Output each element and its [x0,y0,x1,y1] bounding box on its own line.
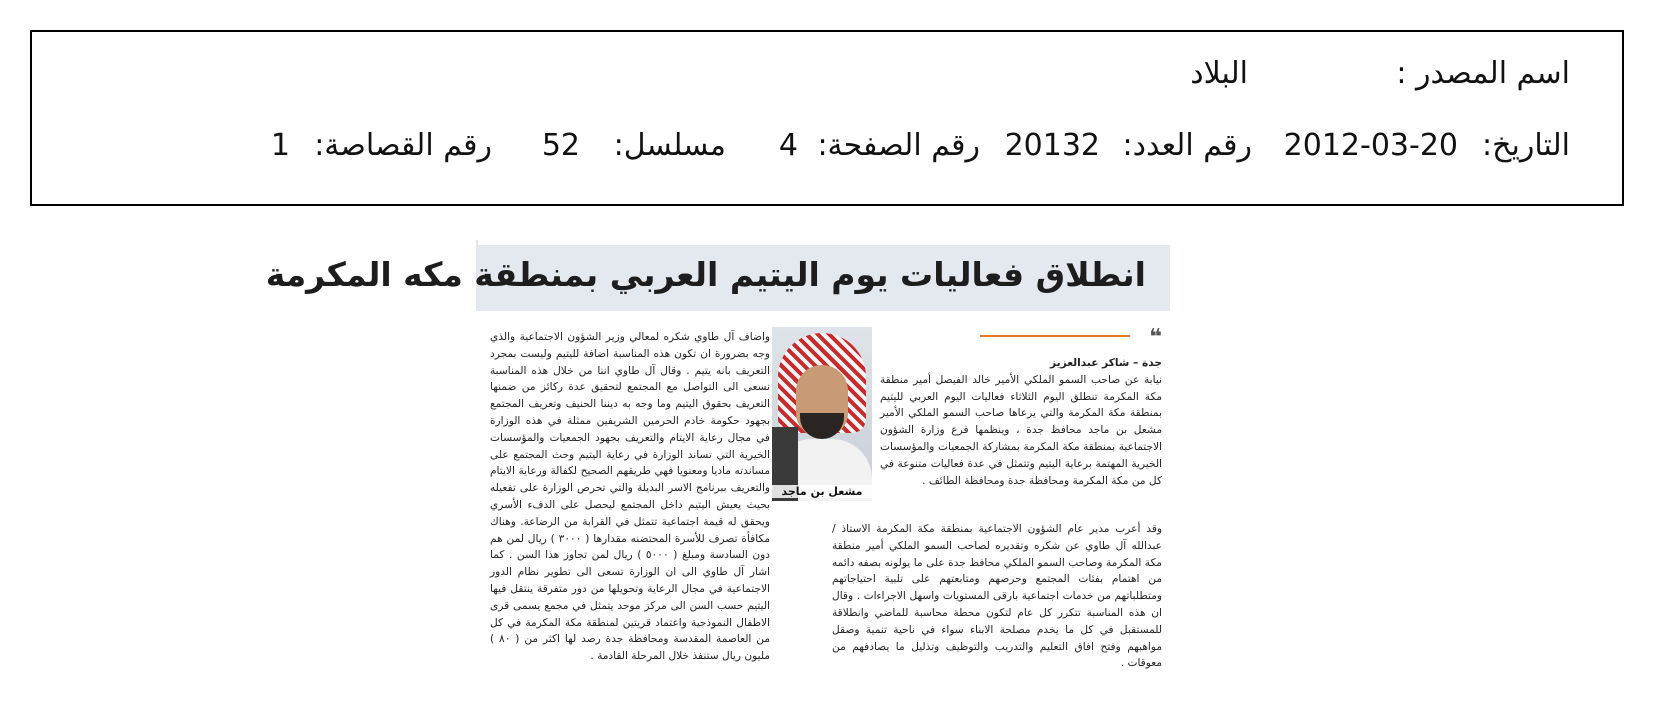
photo-caption: مشعل بن ماجد [772,485,872,498]
issue-label: رقم العدد: [1122,128,1252,163]
issue-value: 20132 [1004,128,1100,163]
article-column-left [490,329,770,665]
newspaper-clipping [265,245,1170,728]
article-headline: انطلاق فعاليات يوم اليتيم العربي بمنطقة مكه المكرمة [265,255,1146,294]
article-byline: جدة – شاكر عبدالعزيز [1050,357,1162,369]
page-label: رقم الصفحة: [817,128,980,163]
date-label: التاريخ: [1482,128,1570,163]
serial-label: مسلسل: [613,128,726,163]
headline-band [265,245,1170,311]
clipping-metadata-box [30,30,1624,206]
quote-mark-icon: ❝ [1149,325,1162,350]
source-value: البلاد [1190,56,1248,91]
portrait-photo [772,327,872,501]
date-value: 2012-03-20 [1283,128,1458,163]
article-paragraph-2: وقد أعرب مدير عام الشؤون الاجتماعية بمنطقة مكة المكرمة الاستاذ / عبدالله آل طاوي عن شكره وتقديره لصاحب السمو الملكي أمير منطقة مكة المكرمة وصاحب السمو الملكي محافظ جدة على ما يولونه بصفه دائمه من اهتمام بفئات المجتمع وحرصهم ومتابعتهم على تلبية احتياجاتهم ومتطلباتهم من خدمات اجتماعية بارقى المستويات واسهل الاجراءات . وقال ان هذه المناسبة تتكرر كل عام لتكون محطة محاسبة للماضي وانطلاقة للمستقبل في كل ما يخدم مصلحة الابناء سواء في ناحية تنمية وصقل مواهبهم وفتح افاق التعليم والتدريب والتوظيف وتذليل ما يصادفهم من معوقات . [832,523,1162,670]
source-label: اسم المصدر : [1396,56,1570,91]
serial-value: 52 [541,128,580,163]
photo-beard [800,413,844,439]
article-column-right [880,355,1162,489]
clip-value: 1 [270,128,290,163]
article-paragraph-3: واضاف آل طاوي شكره لمعالي وزير الشؤون الاجتماعية والذي وجه بضرورة ان تكون هذه المناسبة اضافة لليتيم وليست بمجرد التعريف بانه يتيم . وقال آل طاوي اننا من خلال هذه المناسبة نسعى الى التواصل مع المجتمع لتحقيق عدة ركائز من ضمنها التعريف بحقوق اليتيم وما وجه به ديننا الحنيف وتعريف المجتمع بجهود حكومة خادم الحرمين الشريفين ممثلة في هذه الوزارة في مجال رعاية الايتام والتعريف بجهود الجمعيات والمؤسسات الخيرية التي تساند الوزارة في رعاية اليتيم وحث المجتمع على مساندته ماديا ومعنويا فهي طريقهم الصحيح لكفالة ورعاية الايتام والتعريف ببرنامج الاسر البديلة والتي تحرص الوزارة على تفعيله بحيث يعيش اليتيم داخل المجتمع ليحصل على الدفء الأسري ويحقق له قيمة اجتماعية تتمثل في القرابة من الرضاعة. وهناك مكافأة تصرف للأسرة المحتضنه مقدارها ( ٣٠٠٠ ) ريال لمن هم دون السادسة ومبلغ ( ٥٠٠٠ ) ريال لمن تجاوز هذا السن . كما اشار آل طاوي الى ان الوزارة تسعى الى تطوير نظام الدور الاجتماعية في مجال الرعاية وتحويلها من دور متفرقة ينتقل فيها اليتيم حسب السن الى مركز موحد يتمثل في مجمع يسمى قرى الاطفال النموذجية واعتماد قريتين لمنطقة مكة المكرمة في كل من العاصمة المقدسة ومحافظة جدة رصد لها اكثر من ( ٨٠ ) مليون ريال ستنفذ خلال المرحلة القادمة . [490,331,770,663]
article-column-bottom [832,521,1162,672]
page-value: 4 [778,128,798,163]
clip-label: رقم القصاصة: [314,128,492,163]
orange-rule [980,335,1130,337]
article-paragraph-1: نيابة عن صاحب السمو الملكي الأمير خالد الفيصل أمير منطقة مكة المكرمة تنطلق اليوم الثلاثاء فعاليات اليوم العربي لليتيم بمنطقة مكة المكرمة والتي يرعاها صاحب السمو الملكي الأمير مشعل بن ماجد محافظ جدة ، وينظمها فرع وزارة الشؤون الاجتماعية بمنطقة مكة المكرمة بمشاركة الجمعيات والمؤسسات الخيرية المهتمة برعاية اليتيم وتتمثل في عدة فعاليات متنوعة في كل من مكة المكرمة ومحافظة جدة ومحافظة الطائف . [880,373,1162,487]
